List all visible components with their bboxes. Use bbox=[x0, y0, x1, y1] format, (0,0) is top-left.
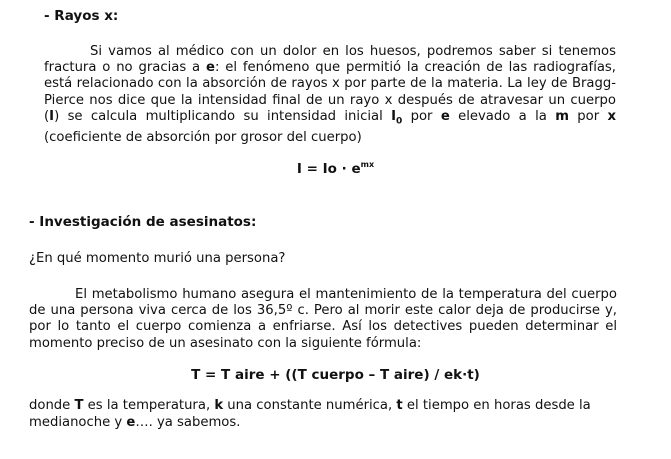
text-run: ) se calcula multiplicando su intensidad inicial bbox=[54, 108, 392, 124]
formula-explanation bbox=[29, 398, 619, 431]
emphasis: e bbox=[206, 60, 215, 76]
formula-exponent: mx bbox=[360, 160, 375, 169]
formula-base: I = Io · e bbox=[296, 161, 361, 177]
emphasis: e bbox=[440, 108, 450, 124]
emphasis: t bbox=[396, 398, 403, 413]
rayos-x-paragraph bbox=[44, 44, 616, 146]
subscript: 0 bbox=[396, 116, 403, 127]
text-run: por bbox=[568, 108, 608, 124]
emphasis bbox=[391, 108, 403, 127]
section-heading-rayos-x: - Rayos x: bbox=[44, 8, 119, 24]
bragg-pierce-formula bbox=[0, 160, 671, 177]
text-run: El metabolismo humano asegura el mantenimiento de la temperatura del cuerpo de una persona viva cerca de los 36,5º c. Pero al morir este calor deja de producirse y, por lo tanto el cuerpo comienza a enfriarse. Así los detectives pueden determinar el momento preciso de un asesinato con la siguiente fórmula: bbox=[29, 287, 617, 351]
emphasis: m bbox=[555, 108, 569, 124]
text-run: I bbox=[391, 108, 396, 124]
text-run: : el fenómeno que permitió la creación de las radiografías, está relacionado con la absorción de rayos x por parte de la materia. La ley de Bragg-Pierce nos dice que la intensidad final de un rayo x después de atravesar un cuerpo ( bbox=[44, 60, 616, 124]
text-run: por bbox=[402, 108, 441, 124]
temperature-formula: T = T aire + ((T cuerpo – T aire) / ek·t) bbox=[191, 367, 480, 383]
text-run: …. ya sabemos. bbox=[135, 414, 241, 430]
text-run: (coeficiente de absorción por grosor del cuerpo) bbox=[44, 129, 362, 145]
text-run: elevado a la bbox=[449, 108, 556, 124]
asesinatos-paragraph bbox=[29, 287, 617, 352]
text-run: es la temperatura, bbox=[83, 398, 215, 413]
text-run: el tiempo en horas desde la medianoche y bbox=[29, 398, 591, 430]
question-text: ¿En qué momento murió una persona? bbox=[29, 251, 286, 266]
text-run: una constante numérica, bbox=[223, 398, 397, 413]
section-heading-asesinatos: - Investigación de asesinatos: bbox=[29, 214, 257, 230]
emphasis: x bbox=[607, 108, 616, 124]
emphasis: k bbox=[214, 398, 224, 413]
text-run: Si vamos al médico con un dolor en los huesos, podremos saber si tenemos fractura o no gracias a bbox=[44, 44, 616, 76]
text-run: donde bbox=[29, 398, 75, 413]
emphasis: T bbox=[74, 398, 84, 413]
emphasis: e bbox=[126, 414, 136, 430]
emphasis: I bbox=[49, 108, 55, 124]
